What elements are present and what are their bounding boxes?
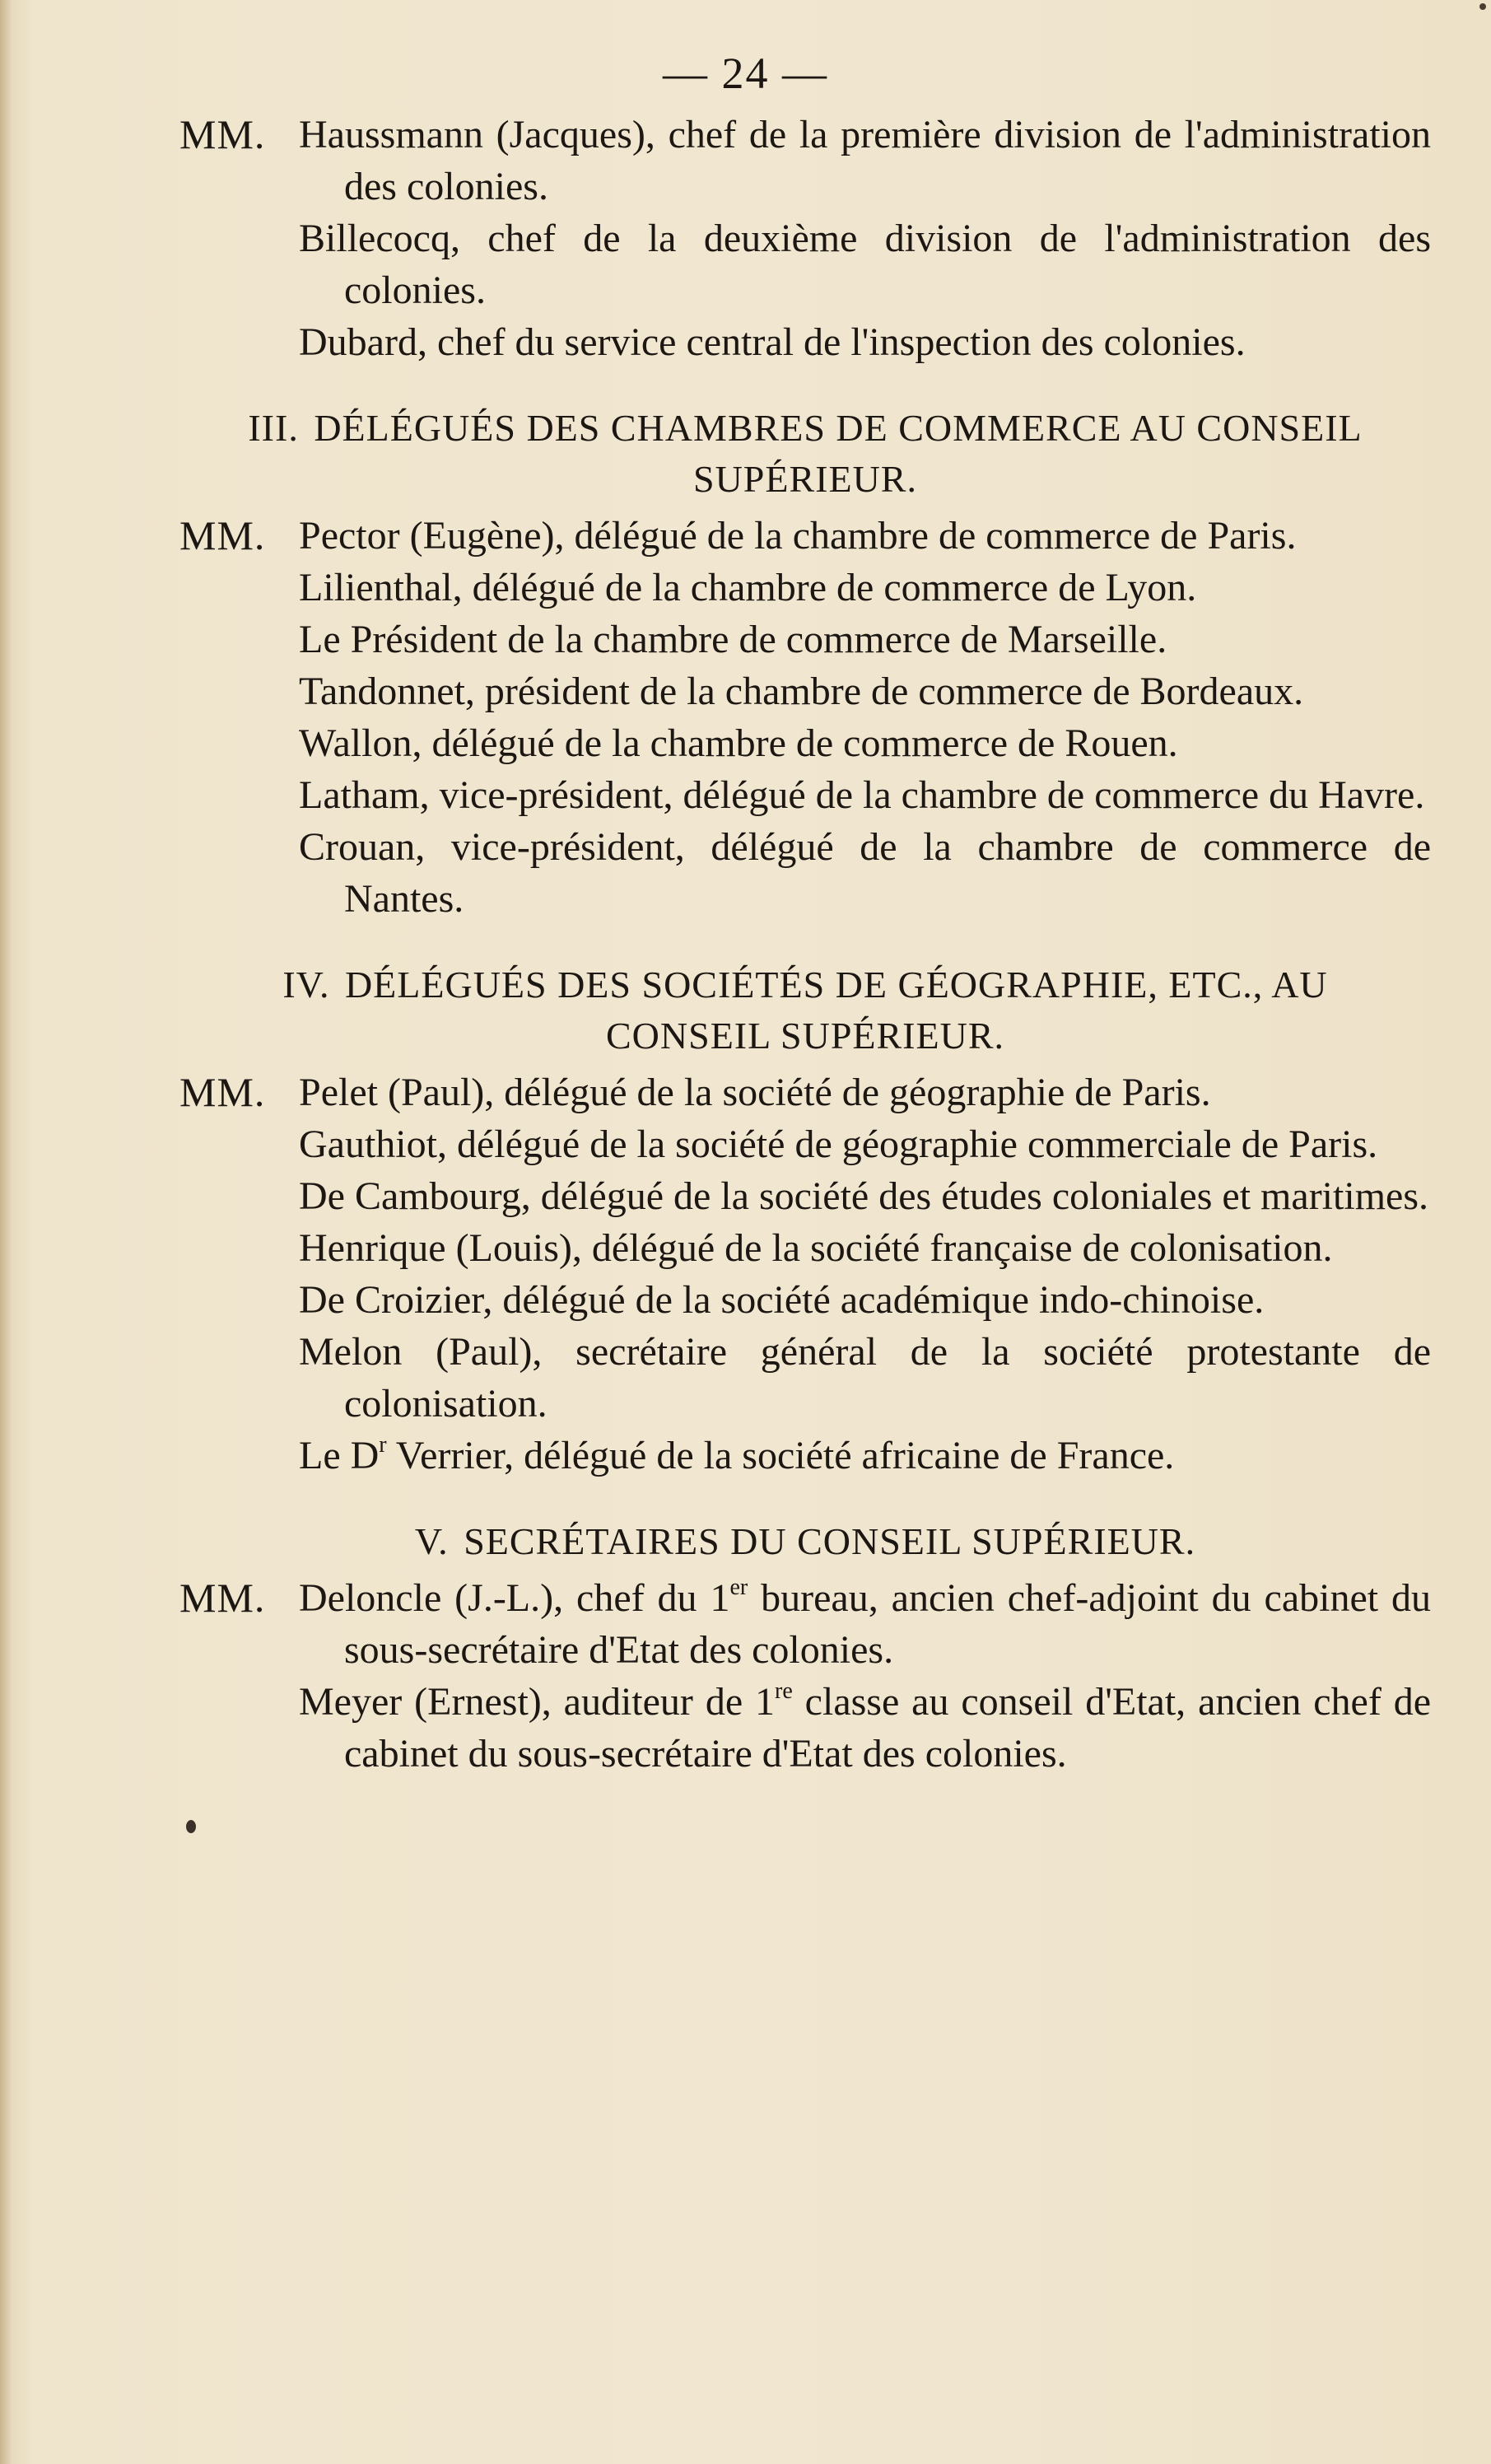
section-number: III.: [248, 407, 299, 449]
mm-prefix: MM.: [179, 512, 266, 558]
page-number: — 24 —: [663, 49, 828, 98]
mm-prefix: MM.: [179, 1069, 266, 1115]
entry-text: Lilienthal, délégué de la chambre de commerce de Lyon.: [299, 566, 1197, 609]
entry-text: Latham, vice-président, délégué de la chambre de commerce du Havre.: [299, 773, 1425, 817]
entry-text: Le Président de la chambre de commerce de Marseille.: [299, 618, 1167, 661]
section-chambres-de-commerce: [179, 510, 1431, 925]
list-item: [299, 1430, 1431, 1482]
section-heading-iii: [179, 403, 1431, 505]
mm-prefix: MM.: [179, 111, 266, 157]
entry-text-after: classe au conseil d'Etat, ancien chef de cabinet du sous-secrétaire d'Etat des colonies.: [344, 1680, 1432, 1776]
page-binding-edge: [0, 0, 12, 2464]
entry-text: Billecocq, chef de la deuxième division de l'administration des colonies.: [299, 217, 1431, 312]
list-item: [299, 769, 1431, 821]
entry-text: Melon (Paul), secrétaire général de la société protestante de colonisation.: [299, 1330, 1431, 1426]
entry-text-after: bureau, ancien chef-adjoint du cabinet du sous-secrétaire d'Etat des colonies.: [344, 1576, 1432, 1672]
entry-text: Crouan, vice-président, délégué de la chambre de commerce de Nantes.: [299, 825, 1431, 921]
list-item: [299, 316, 1431, 368]
mm-prefix: MM.: [179, 1575, 266, 1621]
section-heading-iv: [179, 959, 1431, 1062]
entry-text-after: Verrier, délégué de la société africaine de France.: [386, 1434, 1175, 1477]
entry-text-before: Deloncle (J.-L.), chef du 1: [299, 1576, 730, 1620]
list-item: [299, 717, 1431, 769]
entry-text-before: Meyer (Ernest), auditeur de 1: [299, 1680, 776, 1724]
list-item: [179, 510, 1431, 562]
section-number: IV.: [282, 964, 330, 1006]
section-administration: [179, 109, 1431, 368]
section-number: V.: [414, 1520, 449, 1562]
list-item: [299, 1118, 1431, 1170]
list-item: [299, 1274, 1431, 1326]
entry-text: Pector (Eugène), délégué de la chambre de commerce de Paris.: [299, 514, 1297, 558]
document-body: [179, 109, 1431, 1780]
list-item: [299, 562, 1431, 614]
list-item: [299, 614, 1431, 665]
list-item: [179, 109, 1431, 212]
section-title: SECRÉTAIRES DU CONSEIL SUPÉRIEUR.: [464, 1520, 1196, 1562]
entry-text-before: Le D: [299, 1434, 380, 1477]
list-item: [299, 1222, 1431, 1274]
ink-speck: [1479, 3, 1486, 10]
list-item: [299, 665, 1431, 717]
superscript: r: [379, 1432, 387, 1458]
section-title: DÉLÉGUÉS DES CHAMBRES DE COMMERCE AU CONSEIL SUPÉRIEUR.: [314, 407, 1363, 500]
section-title: DÉLÉGUÉS DES SOCIÉTÉS DE GÉOGRAPHIE, ETC., AU CONSEIL SUPÉRIEUR.: [344, 964, 1328, 1057]
entry-text: De Cambourg, délégué de la société des études coloniales et maritimes.: [299, 1174, 1429, 1218]
list-item: [299, 1170, 1431, 1222]
list-item: [179, 1066, 1431, 1118]
list-item: [299, 212, 1431, 316]
list-item: [299, 1676, 1431, 1780]
list-item: [299, 1326, 1431, 1430]
ink-mark-dot: [186, 1820, 196, 1833]
entry-text: Gauthiot, délégué de la société de géographie commerciale de Paris.: [299, 1122, 1378, 1166]
superscript: er: [729, 1575, 748, 1600]
section-secretaires: [179, 1572, 1431, 1780]
list-item: [299, 821, 1431, 925]
superscript: re: [775, 1678, 793, 1704]
section-heading-v: [179, 1516, 1431, 1567]
entry-text: Haussmann (Jacques), chef de la première division de l'administration des colonies.: [299, 113, 1431, 208]
list-item: [179, 1572, 1432, 1676]
entry-text: Henrique (Louis), délégué de la société française de colonisation.: [299, 1226, 1333, 1270]
entry-text: Tandonnet, président de la chambre de commerce de Bordeaux.: [299, 670, 1304, 713]
entry-text: Wallon, délégué de la chambre de commerce de Rouen.: [299, 721, 1178, 765]
section-societes-de-geographie: [179, 1066, 1431, 1482]
entry-text: De Croizier, délégué de la société académique indo-chinoise.: [299, 1278, 1265, 1322]
entry-text: Pelet (Paul), délégué de la société de géographie de Paris.: [299, 1071, 1211, 1114]
entry-text: Dubard, chef du service central de l'inspection des colonies.: [299, 320, 1246, 364]
